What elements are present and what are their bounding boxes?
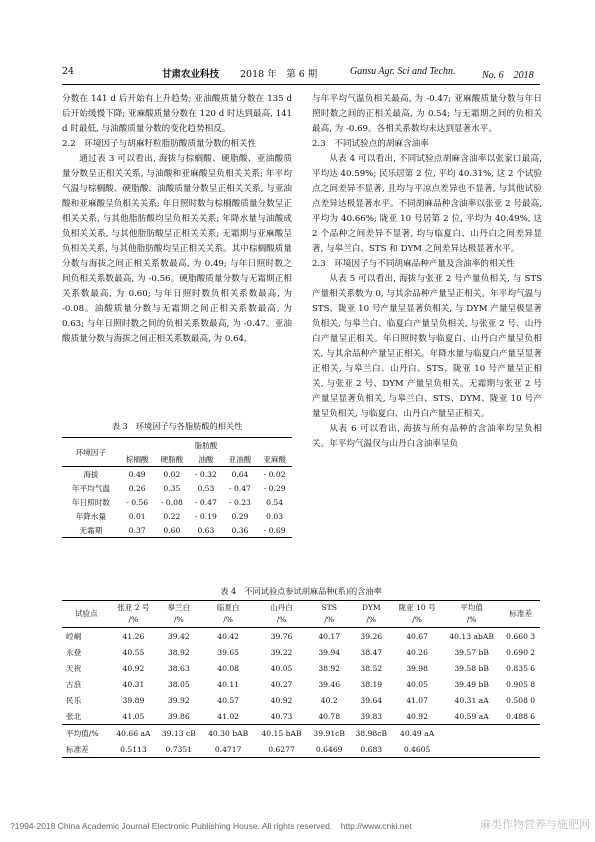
table3-col-header: 硬脂酸 [155, 452, 190, 467]
table-cell: 无霜期 [62, 523, 120, 538]
table-row [62, 467, 292, 482]
table-cell: 38.19 [360, 679, 383, 689]
table-cell: 41.05 [122, 711, 145, 721]
table-row [62, 692, 540, 708]
table-cell: - 0.47 [228, 483, 251, 493]
table-cell: 40.92 [406, 711, 428, 721]
table-cell: 39.49 bB [454, 679, 489, 689]
table-cell: 民乐 [66, 695, 82, 705]
table-cell: 38.63 [167, 663, 190, 673]
table-sd-row [62, 741, 540, 758]
table-cell: 0.22 [163, 511, 181, 521]
table-row [62, 481, 292, 495]
table-cell: 0.26 [128, 483, 146, 493]
table-cell: 41.07 [406, 695, 428, 705]
table-mean-row [62, 725, 540, 742]
table-cell: 38.98cB [350, 725, 392, 742]
table-row [62, 708, 540, 725]
table3-caption: 表 3 环境因子与各脂肪酸的相关性 [111, 421, 243, 431]
table-cell: 0.63 [189, 523, 222, 538]
paragraph: 与年平均气温负相关最高, 为 -0.47; 亚麻酸质量分数与年日照时数之间的正相关最高, 为 0.54; 与无霜期之间的负相关最高, 为 -0.69。各相关系数均未达到显著水平。 [312, 94, 542, 134]
copyright-line: ?1994-2018 China Academic Journal Electronic Publishing House. All rights reserved. http://www.cnki.net [10, 821, 412, 831]
table4-col-header: STS /% [308, 601, 350, 628]
table-cell: 39.86 [167, 711, 190, 721]
table-cell: 0.01 [128, 511, 146, 521]
table-cell: 0.835 6 [506, 663, 536, 673]
table-cell: 40.73 [270, 711, 293, 721]
table4 [62, 600, 540, 758]
table4-col-header: DYM /% [350, 601, 392, 628]
table-cell: 39.65 [217, 647, 239, 657]
table3-col-header: 棕榈酸 [120, 452, 155, 467]
table-cell [442, 741, 501, 758]
section-heading: 2.3 环境因子与不同胡麻品种产量及含油率的相关性 [312, 259, 515, 269]
table-cell: 年降水量 [75, 511, 107, 521]
table-cell: 40.42 [217, 631, 239, 641]
right-column [312, 92, 542, 452]
table3-col-header: 油酸 [189, 452, 222, 467]
table-cell: 0.6277 [255, 741, 308, 758]
table-cell: 39.91cB [308, 725, 350, 742]
table-row [62, 509, 292, 523]
table-row [62, 676, 540, 692]
table-cell: 0.54 [266, 497, 284, 507]
table-cell: 40.05 [406, 679, 428, 689]
table-cell: 40.13 abAB [449, 631, 494, 641]
issue-en: No. 6 2018 [482, 70, 534, 81]
table-cell: 40.30 bAB [201, 725, 254, 742]
table-cell: - 0.08 [160, 497, 183, 507]
table-cell: 0.4605 [392, 741, 442, 758]
page-number: 24 [62, 66, 75, 77]
table-cell: 41.02 [217, 711, 239, 721]
table-cell: 41.26 [122, 631, 145, 641]
table-cell: - 0.32 [194, 469, 217, 479]
table-cell: 天祝 [66, 663, 82, 673]
table-row [62, 644, 540, 660]
table-cell: 0.5113 [111, 741, 157, 758]
table-cell: - 0.69 [257, 523, 292, 538]
journal-title-cn: 甘肃农业科技 [162, 69, 220, 80]
section-heading: 2.3 不同试验点的胡麻含油率 [312, 139, 429, 149]
table-cell: 40.92 [270, 695, 293, 705]
table-cell: 古浪 [66, 679, 82, 689]
table-cell: 0.49 [128, 469, 146, 479]
table-cell: 0.37 [120, 523, 155, 538]
table4-col-header: 陇亚 10 号 /% [392, 601, 442, 628]
table-cell: 40.15 bAB [255, 725, 308, 742]
table-cell: 39.89 [122, 695, 145, 705]
table-cell: 0.60 [155, 523, 190, 538]
table-cell: 40.26 [406, 647, 428, 657]
table-cell: 39.58 bB [454, 663, 489, 673]
table-row [62, 495, 292, 509]
table-cell: 39.94 [318, 647, 341, 657]
table-cell [442, 725, 501, 742]
table3-row-header: 环境因子 [62, 438, 120, 467]
table-cell: 39.64 [360, 695, 383, 705]
table-cell: 0.29 [231, 511, 249, 521]
table-cell: 年平均气温 [71, 483, 110, 493]
table-cell: 0.660 3 [506, 631, 536, 641]
table-cell: 39.76 [270, 631, 293, 641]
table-cell: 39.92 [167, 695, 190, 705]
table-cell: 0.683 [350, 741, 392, 758]
table-cell: 38.92 [167, 647, 190, 657]
table-cell: 39.42 [167, 631, 190, 641]
table4-col-header: 皋兰白 /% [156, 601, 201, 628]
table3-group-header: 脂肪酸 [120, 438, 292, 453]
table-row [62, 523, 292, 538]
table-cell: 38.52 [360, 663, 383, 673]
table3-col-header: 亚油酸 [223, 452, 258, 467]
table-cell: 39.46 [318, 679, 341, 689]
table-row [62, 660, 540, 676]
table-cell: 39.83 [360, 711, 383, 721]
table-cell [501, 725, 540, 742]
table-cell: 40.55 [122, 647, 145, 657]
table-cell: 39.98 [406, 663, 428, 673]
table-cell: 39.57 bB [454, 647, 489, 657]
table-cell: 39.13 cB [156, 725, 201, 742]
table4-col-header: 标准差 [501, 601, 540, 628]
journal-title-en: Gansu Agr. Sci and Techn. [350, 66, 456, 77]
table-cell: 张北 [66, 711, 82, 721]
table4-caption: 表 4 不同试验点参试胡麻品种(系)的含油率 [220, 586, 382, 596]
table-cell: 40.27 [270, 679, 293, 689]
paragraph: 从表 4 可以看出, 不同试验点胡麻含油率以张家口最高, 平均达 40.59%; 民乐居第 2 位, 平均 40.31%, 这 2 个试验点之间差异不显著, 且均与平凉点差异也不显著, 与其他试验点差异达极显著水平。不同胡麻品种含油率以张亚 2 号最高, 平均为 40.66%; 陇亚 10 号居第 2 位, 平均为 40.49%, 这 2 个品种之间差异不显著, 均与临夏白、山丹白之间差异显著, 与皋兰白、STS 和 DYM 之间差异达极显著水平。 [312, 154, 542, 254]
running-header [62, 66, 540, 82]
paragraph: 从表 5 可以看出, 海拔与张亚 2 号产量负相关, 与 STS 产量相关系数为 0, 与其余品种产量呈正相关。年平均气温与 STS、陇亚 10 号产量呈显著负相关, 与 DYM 产量呈极显著负相关, 与皋兰白、临夏白产量呈负相关, 与张亚 2 号、山丹白产量呈正相关。年日照时数与临夏白、山丹白产量呈负相关, 与其余品种产量呈正相关。年降水量与临夏白产量呈显著正相关, 与皋兰白、山丹白、STS、陇亚 10 号产量呈正相关, 与张亚 2 号、DYM 产量呈负相关。无霜期与张亚 2 号产量呈显著负相关, 与皋兰白、STS、DYM、陇亚 10 号产量呈负相关, 与临夏白、山丹白产量呈正相关。 [312, 274, 542, 419]
table-cell: 40.31 [122, 679, 145, 689]
table-cell: 40.49 aA [392, 725, 442, 742]
table-cell: - 0.02 [263, 469, 286, 479]
table-cell: 0.6469 [308, 741, 350, 758]
table-cell: 0.690 2 [506, 647, 536, 657]
table-cell: 年日照时数 [71, 497, 110, 507]
paragraph: 从表 6 可以看出, 海拔与所有品种的含油率均呈负相关。年平均气温仅与山丹白含油率呈负 [312, 424, 542, 449]
table-cell: 40.67 [406, 631, 428, 641]
table3-col-header: 亚麻酸 [257, 452, 292, 467]
table-cell: 40.57 [217, 695, 239, 705]
table-cell: 40.08 [217, 663, 239, 673]
table-cell: 崆峒 [66, 631, 82, 641]
paragraph: 通过表 3 可以看出, 海拔与棕榈酸、硬脂酸、亚油酸质量分数呈正相关关系, 与油酸和亚麻酸呈负相关关系; 年平均气温与棕榈酸、硬脂酸、油酸质量分数呈正相关关系, 与亚油酸和亚麻酸呈负相关关系; 年日照时数与棕榈酸质量分数呈正相关关系, 与其他脂肪酸均呈负相关关系; 年降水量与油酸成负相关关系, 与其他脂肪酸呈正相关关系; 无霜期与亚麻酸呈负相关关系, 与其他脂肪酸均呈正相关关系。其中棕榈酸质量分数与海拔之间正相关系数最高, 为 0.49; 与年日照时数之间负相关系数最高, 为 -0.56。硬脂酸质量分数与无霜期正相关系数最高, 为 0.60; 与年日照时数负相关系数最高, 为 -0.08。油酸质量分数与无霜期之间正相关系数最高, 为 0.63; 与年日照时数之间的负相关系数最高, 为 -0.47。亚油酸质量分数与海拔之间正相关系数最高, 为 0.64, [62, 154, 292, 344]
table-cell: 平均值/% [62, 725, 111, 742]
table-cell: 标准差 [62, 741, 111, 758]
table-cell: 0.508 0 [506, 695, 536, 705]
table-cell: - 0.56 [126, 497, 149, 507]
table-cell: 38.92 [318, 663, 341, 673]
table-cell: 39.26 [360, 631, 383, 641]
issue-cn: 2018 年 第 6 期 [240, 69, 318, 80]
table3 [62, 437, 292, 538]
table-cell: 39.22 [270, 647, 293, 657]
table4-col-header: 临夏白 /% [201, 601, 254, 628]
watermark: 麻类作物营养与施肥网 [480, 819, 590, 831]
table-cell: 0.488 6 [506, 711, 536, 721]
paragraph: 分数在 141 d 后开始有上升趋势; 亚油酸质量分数在 135 d 后开始缓慢下降; 亚麻酸质量分数在 120 d 时达到最高, 141 d 时最低, 与油酸质量分数的变化趋势相反。 [62, 94, 292, 134]
section-heading: 2.2 环境因子与胡麻籽粒脂肪酸质量分数的相关性 [62, 139, 257, 149]
table4-col-header: 山丹白 /% [255, 601, 308, 628]
header-rule [62, 84, 540, 85]
table-cell: 38.47 [360, 647, 383, 657]
table-cell: - 0.29 [263, 483, 286, 493]
table-cell: 0.7351 [156, 741, 201, 758]
table-cell: - 0.47 [194, 497, 217, 507]
table-cell: 40.17 [318, 631, 341, 641]
table-cell: 0.03 [266, 511, 284, 521]
table-cell: - 0.23 [228, 497, 251, 507]
table-cell: 40.78 [318, 711, 341, 721]
table-cell: 0.35 [163, 483, 181, 493]
table-cell: 40.59 aA [454, 711, 489, 721]
left-column [62, 92, 292, 347]
table-cell: 40.66 aA [111, 725, 157, 742]
table-cell [501, 741, 540, 758]
table-cell: 38.05 [167, 679, 190, 689]
table-cell: 永登 [66, 647, 82, 657]
table-cell: 0.53 [197, 483, 215, 493]
table-cell: - 0.19 [194, 511, 217, 521]
table-cell: 0.4717 [201, 741, 254, 758]
table-cell: 40.05 [270, 663, 293, 673]
table-cell: 0.905 8 [506, 679, 536, 689]
table-cell: 40.2 [320, 695, 338, 705]
table-cell: 40.11 [217, 679, 239, 689]
table4-col-header: 张亚 2 号 /% [111, 601, 157, 628]
table-cell: 0.36 [223, 523, 258, 538]
table-cell: 0.02 [163, 469, 181, 479]
table-cell: 40.92 [122, 663, 145, 673]
table4-col-header: 试验点 [62, 601, 111, 628]
table-cell: 40.31 aA [454, 695, 489, 705]
table-cell: 海拔 [83, 469, 99, 479]
table-cell: 0.64 [231, 469, 249, 479]
table4-col-header: 平均值 /% [442, 601, 501, 628]
table-row [62, 628, 540, 645]
